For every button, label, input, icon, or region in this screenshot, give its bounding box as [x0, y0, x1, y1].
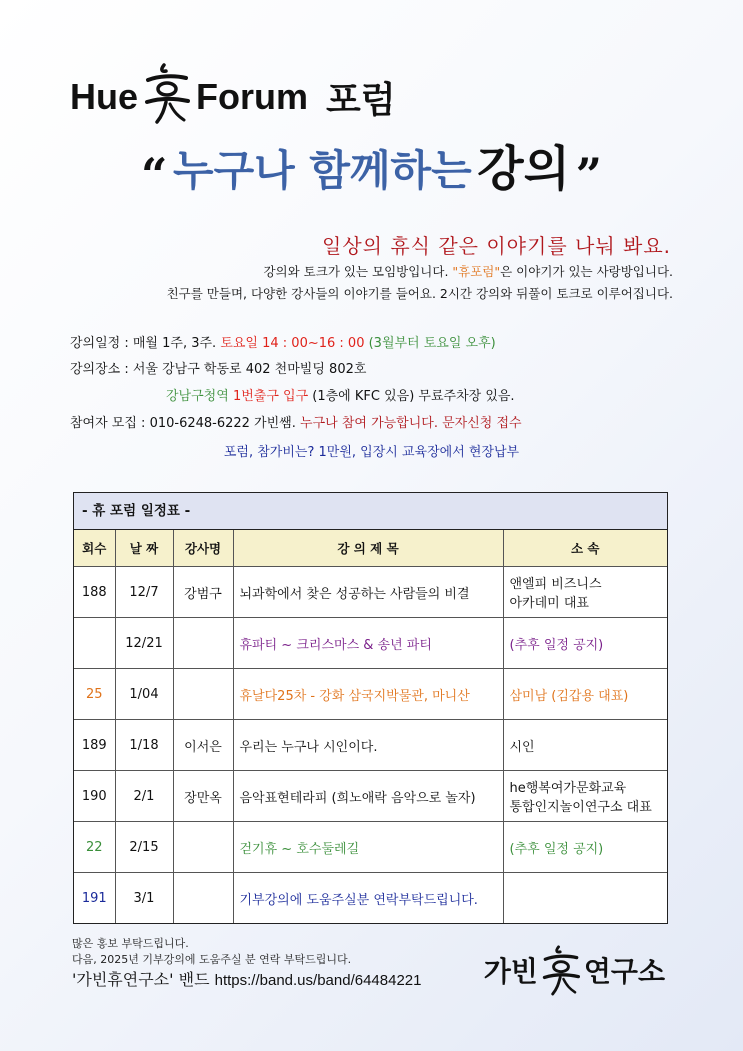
- recruit-line: [70, 412, 522, 431]
- footer-note-2: 다음, 2025년 기부강의에 도움주실 분 연락 부탁드립니다.: [72, 953, 352, 966]
- cell-speaker: 강범구: [173, 567, 233, 618]
- cell-speaker: [173, 618, 233, 669]
- cell-org: [503, 822, 667, 873]
- brand-hue: Hue: [70, 76, 139, 117]
- org-logo: [484, 944, 665, 996]
- cell-date: 2/15: [115, 822, 173, 873]
- cell-no: [74, 618, 115, 669]
- recruit-label: 참여자 모집 : 010-6248-6222 가빈쌤.: [70, 416, 301, 431]
- cell-speaker: [173, 873, 233, 924]
- cell-speaker: 이서은: [173, 720, 233, 771]
- cell-title: 뇌과학에서 찾은 성공하는 사람들의 비결: [233, 567, 503, 618]
- fee-line: 포럼, 참가비는? 1만원, 입장시 교육장에서 현장납부: [223, 445, 520, 460]
- intro-line-1: [263, 262, 673, 280]
- intro-line-2: 친구를 만들며, 다양한 강사들의 이야기를 들어요. 2시간 강의와 뒤풀이 토크로 이루어집니다.: [166, 286, 673, 301]
- header-org: 소 속: [503, 530, 667, 567]
- org-line-2: 아카데미 대표: [509, 596, 589, 611]
- org-line-1: 삼미남 (김갑용 대표): [509, 688, 629, 704]
- cell-title: 휴날다25차 - 강화 삼국지박물관, 마니산: [233, 669, 503, 720]
- schedule-note: (3월부터 토요일 오후): [364, 336, 496, 351]
- org-line-1: 앤엘피 비즈니스: [509, 577, 602, 592]
- table-row: [74, 771, 667, 822]
- cell-title: 휴파티 ~ 크리스마스 & 송년 파티: [233, 618, 503, 669]
- cell-date: 1/18: [115, 720, 173, 771]
- band-label: '가빈휴연구소' 밴드: [72, 970, 215, 989]
- schedule-time: 토요일 14 : 00~16 : 00: [220, 336, 365, 351]
- org-line-1: (추후 일정 공지): [509, 637, 604, 653]
- open-quote: “: [140, 148, 168, 202]
- header-no: 회수: [74, 530, 115, 567]
- brand-forum-ko: 포럼: [326, 78, 396, 120]
- band-line: [72, 967, 421, 990]
- schedule-table: [73, 492, 668, 924]
- org-line-2: 통합인지놀이연구소 대표: [509, 800, 652, 815]
- cell-title: 음악표현테라피 (희노애락 음악으로 놀자): [233, 771, 503, 822]
- org-right: 연구소: [583, 955, 665, 988]
- org-line-1: 시인: [509, 739, 535, 755]
- cell-title: 기부강의에 도움주실분 연락부탁드립니다.: [233, 873, 503, 924]
- table-row: [74, 822, 667, 873]
- footer-note-1: 많은 홍보 부탁드립니다.: [72, 937, 189, 950]
- station-a: 강남구청역: [166, 389, 233, 404]
- schedule-line: [70, 332, 496, 351]
- station-c: (1층에 KFC 있음) 무료주차장 있음.: [308, 389, 515, 404]
- org-left: 가빈: [483, 955, 538, 988]
- cell-org: [503, 771, 667, 822]
- recruit-note: 누구나 참여 가능합니다. 문자신청 접수: [300, 416, 522, 431]
- cell-date: 3/1: [115, 873, 173, 924]
- cell-speaker: [173, 669, 233, 720]
- header-speaker: 강사명: [173, 530, 233, 567]
- table-title: - 휴 포럼 일정표 -: [74, 493, 667, 530]
- intro-line-1a: 강의와 토크가 있는 모임방입니다.: [263, 264, 453, 279]
- cell-no: 190: [74, 771, 115, 822]
- headline-part2: 강의: [477, 141, 570, 197]
- band-url[interactable]: https://band.us/band/64484221: [214, 972, 422, 989]
- brand-forum: Forum: [196, 76, 309, 117]
- intro-line-1b: "휴포럼": [452, 264, 501, 279]
- venue-line: 강의장소 : 서울 강남구 학동로 402 천마빌딩 802호: [70, 362, 367, 377]
- table-row: [74, 873, 667, 924]
- cell-date: 12/21: [115, 618, 173, 669]
- org-line-1: (추후 일정 공지): [509, 841, 604, 857]
- table-row: [74, 618, 667, 669]
- table-row: [74, 669, 667, 720]
- cell-title: 걷기휴 ~ 호수둘레길: [233, 822, 503, 873]
- cell-no: 188: [74, 567, 115, 618]
- cell-org: [503, 567, 667, 618]
- cell-no: 22: [74, 822, 115, 873]
- close-quote: ”: [575, 148, 603, 202]
- cell-org: [503, 669, 667, 720]
- cell-speaker: [173, 822, 233, 873]
- cell-date: 12/7: [115, 567, 173, 618]
- intro-line-1c: 은 이야기가 있는 사랑방입니다.: [500, 264, 673, 279]
- brand-title: [70, 66, 396, 128]
- table-row: [74, 567, 667, 618]
- header-date: 날 짜: [115, 530, 173, 567]
- table-row: [74, 720, 667, 771]
- cell-speaker: 장만옥: [173, 771, 233, 822]
- station-b: 1번출구 입구: [232, 389, 309, 404]
- cell-org: [503, 720, 667, 771]
- cell-no: 189: [74, 720, 115, 771]
- cell-title: 우리는 누구나 시인이다.: [233, 720, 503, 771]
- cell-date: 1/04: [115, 669, 173, 720]
- hue-calligraphy-logo-icon: [542, 944, 580, 996]
- cell-org: [503, 873, 667, 924]
- station-line: [166, 385, 515, 404]
- hue-calligraphy-logo-icon: [144, 62, 190, 124]
- org-line-1: he행복여가문화교육: [509, 781, 627, 796]
- schedule-label: 강의일정 : 매월 1주, 3주.: [70, 336, 221, 351]
- header-title: 강 의 제 목: [233, 530, 503, 567]
- subtitle: 일상의 휴식 같은 이야기를 나눠 봐요.: [322, 234, 671, 258]
- headline-part1: 누구나 함께하는: [173, 146, 472, 195]
- cell-date: 2/1: [115, 771, 173, 822]
- cell-no: 191: [74, 873, 115, 924]
- headline: [0, 130, 743, 202]
- cell-no: 25: [74, 669, 115, 720]
- cell-org: [503, 618, 667, 669]
